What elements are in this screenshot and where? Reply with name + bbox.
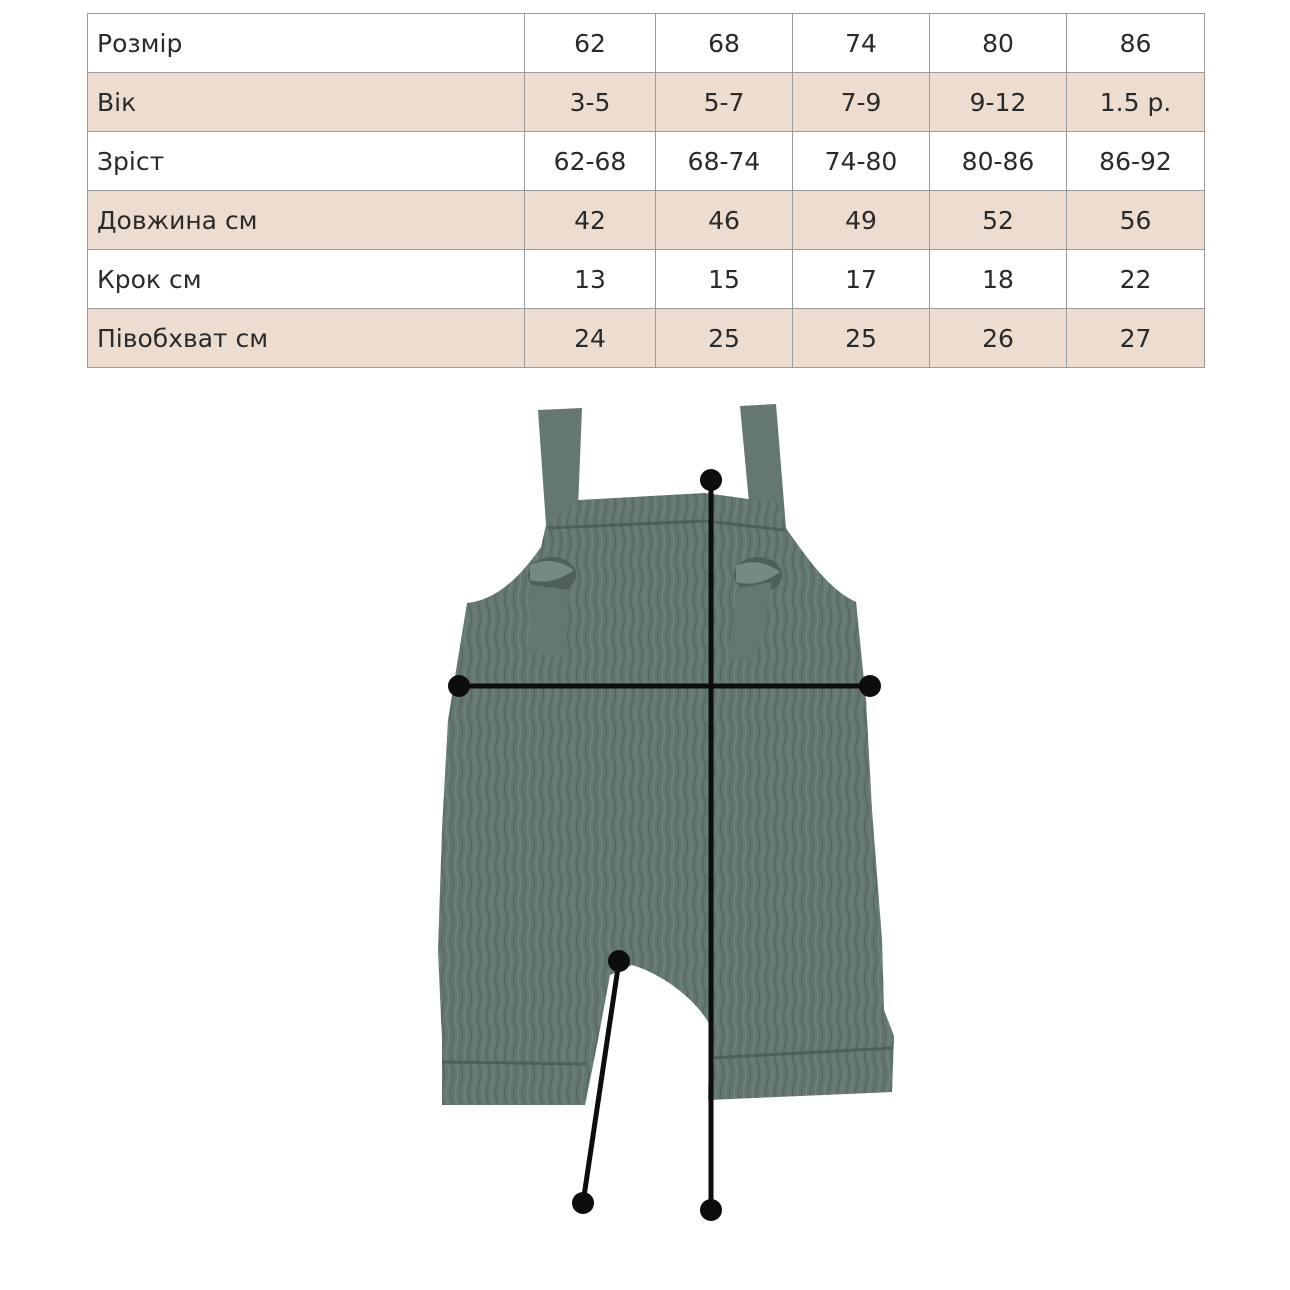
half-girth-right-dot — [859, 675, 881, 697]
size-value-cell: 56 — [1067, 191, 1205, 250]
size-value-cell: 46 — [656, 191, 793, 250]
size-value-cell: 42 — [525, 191, 656, 250]
size-value-cell: 27 — [1067, 309, 1205, 368]
size-value-cell: 68 — [656, 14, 793, 73]
size-value-cell: 17 — [793, 250, 930, 309]
size-value-cell: 7-9 — [793, 73, 930, 132]
size-value-cell: 49 — [793, 191, 930, 250]
overalls-garment — [438, 404, 894, 1105]
row-label: Довжина см — [88, 191, 525, 250]
size-value-cell: 25 — [793, 309, 930, 368]
size-value-cell: 62 — [525, 14, 656, 73]
half-girth-left-dot — [448, 675, 470, 697]
row-label: Зріст — [88, 132, 525, 191]
size-value-cell: 24 — [525, 309, 656, 368]
size-value-cell: 26 — [930, 309, 1067, 368]
size-value-cell: 18 — [930, 250, 1067, 309]
size-value-cell: 5-7 — [656, 73, 793, 132]
overalls-texture — [438, 493, 894, 1105]
size-value-cell: 80-86 — [930, 132, 1067, 191]
left-cuff-seam — [442, 1062, 586, 1064]
row-label: Крок см — [88, 250, 525, 309]
row-label: Розмір — [88, 14, 525, 73]
size-value-cell: 74-80 — [793, 132, 930, 191]
size-value-cell: 1.5 р. — [1067, 73, 1205, 132]
inseam-top-dot — [608, 950, 630, 972]
row-label: Півобхват см — [88, 309, 525, 368]
size-value-cell: 15 — [656, 250, 793, 309]
size-value-cell: 52 — [930, 191, 1067, 250]
size-value-cell: 3-5 — [525, 73, 656, 132]
size-value-cell: 80 — [930, 14, 1067, 73]
length-top-dot — [700, 469, 722, 491]
size-value-cell: 9-12 — [930, 73, 1067, 132]
size-value-cell: 86 — [1067, 14, 1205, 73]
size-value-cell: 68-74 — [656, 132, 793, 191]
size-value-cell: 74 — [793, 14, 930, 73]
size-value-cell: 86-92 — [1067, 132, 1205, 191]
length-bottom-dot — [700, 1199, 722, 1221]
size-value-cell: 25 — [656, 309, 793, 368]
inseam-bottom-dot — [572, 1192, 594, 1214]
size-value-cell: 22 — [1067, 250, 1205, 309]
row-label: Вік — [88, 73, 525, 132]
size-value-cell: 62-68 — [525, 132, 656, 191]
size-value-cell: 13 — [525, 250, 656, 309]
